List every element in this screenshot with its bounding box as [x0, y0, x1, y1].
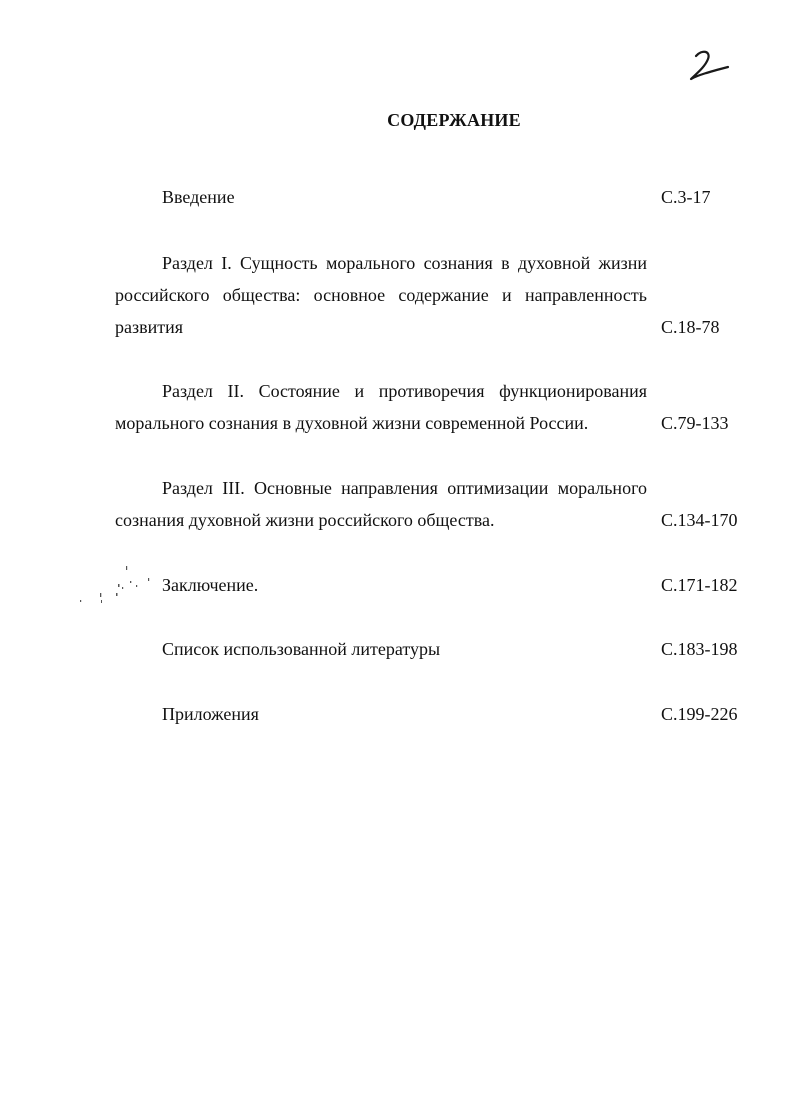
handwritten-page-number — [684, 48, 732, 84]
toc-entry-title: Заключение. — [162, 575, 259, 595]
page-title: СОДЕРЖАНИЕ — [387, 110, 521, 130]
toc-entry-pages: С.199-226 — [661, 704, 738, 724]
toc-entry-introduction — [115, 181, 647, 213]
toc-entry-section-1 — [115, 247, 647, 343]
toc-entry-title: Введение — [162, 187, 235, 207]
toc-entry-pages: С.3-17 — [661, 187, 711, 207]
toc-entry-appendices — [115, 698, 647, 730]
toc-entry-title: Раздел I. Сущность морального сознания в духовной жизни российского общества: основное содержание и направленность развития — [115, 253, 647, 337]
toc-entry-title: Раздел III. Основные направления оптимизации морального сознания духовной жизни российского общества. — [115, 478, 647, 530]
toc-entry-pages: С.171-182 — [661, 575, 738, 595]
toc-entry-pages: С.18-78 — [661, 317, 720, 337]
toc-entry-title: Приложения — [162, 704, 259, 724]
toc-entry-section-3 — [115, 472, 647, 536]
toc-entry-pages: С.183-198 — [661, 639, 738, 659]
toc-entry-pages: С.79-133 — [661, 413, 729, 433]
toc-entry-title: Список использованной литературы — [162, 639, 441, 659]
toc-entry-conclusion — [115, 569, 647, 601]
toc-entry-section-2 — [115, 375, 647, 439]
toc-entry-bibliography — [115, 633, 647, 665]
toc-entry-pages: С.134-170 — [661, 510, 738, 530]
toc-entry-title: Раздел II. Состояние и противоречия функционирования морального сознания в духовной жизни современной России. — [115, 381, 647, 433]
